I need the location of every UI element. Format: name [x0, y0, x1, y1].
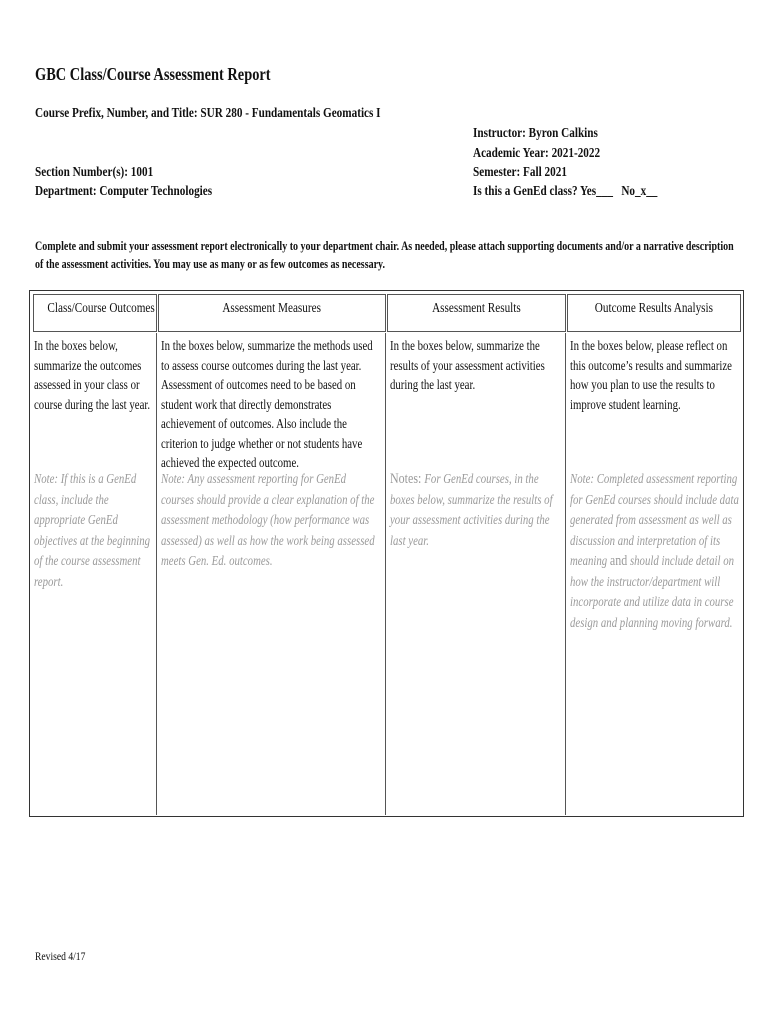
- results-gened-note: [390, 469, 562, 551]
- outcomes-cell[interactable]: [30, 333, 157, 815]
- analysis-cell[interactable]: [566, 333, 743, 815]
- assessment-table: [29, 290, 744, 817]
- column-header-measures-label: Assessment Measures: [222, 301, 322, 316]
- column-header-measures: [158, 294, 386, 332]
- analysis-note-and: and: [609, 553, 628, 569]
- analysis-note-part1: Note: Completed assessment reporting for GenEd courses should include data generated from assessment as well as discussion and interpretation of its meaning: [570, 471, 739, 568]
- instructor-text: Instructor: Byron Calkins: [473, 126, 598, 141]
- column-header-analysis-label: Outcome Results Analysis: [594, 301, 714, 316]
- column-header-outcomes: [33, 294, 157, 332]
- course-title-text: Course Prefix, Number, and Title: SUR 280 - Fundamentals Geomatics I: [35, 106, 381, 121]
- outcomes-instructions: In the boxes below, summarize the outcomes assessed in your class or course during the last year.: [34, 338, 151, 412]
- column-header-outcomes-label: Class/Course Outcomes: [47, 301, 155, 316]
- section-number-field: [35, 165, 183, 181]
- revision-footer: [35, 949, 98, 964]
- academic-year-text: Academic Year: 2021-2022: [473, 146, 601, 161]
- course-title-field: [35, 106, 467, 122]
- department-text: Department: Computer Technologies: [35, 184, 213, 199]
- gened-question-text: Is this a GenEd class? Yes___ No_x__: [473, 184, 658, 199]
- results-note-text: For GenEd courses, in the boxes below, summarize the results of your assessment activities during the last year.: [390, 471, 553, 548]
- column-header-results-label: Assessment Results: [432, 301, 521, 316]
- measures-instructions: In the boxes below, summarize the methods used to assess course outcomes during the last year. Assessment of outcomes need to be based on student work that directly demonstrates achievement of outcomes. Also include the criterion to judge whether or not students have achieved the expected outcome.: [161, 338, 373, 470]
- academic-year-field: [473, 146, 632, 162]
- report-title-text: GBC Class/Course Assessment Report: [35, 64, 271, 84]
- measures-cell[interactable]: [157, 333, 386, 815]
- column-header-analysis: [567, 294, 741, 332]
- instructor-field: [473, 126, 629, 142]
- semester-field: [473, 165, 590, 181]
- analysis-instructions: In the boxes below, please reflect on this outcome’s results and summarize how you plan to use the results to improve student learning.: [570, 338, 732, 412]
- instructions-paragraph: Complete and submit your assessment report electronically to your department chair. As needed, please attach supporting documents and/or a narrative description of the assessment activities. You may use as many or as few outcomes as necessary.: [35, 239, 734, 271]
- section-number-text: Section Number(s): 1001: [35, 165, 154, 180]
- report-title: [35, 64, 330, 85]
- measures-gened-note: Note: Any assessment reporting for GenEd courses should provide a clear explanation of the assessment methodology (how performance was assessed) as well as how the work being assessed meets Gen. Ed. outcomes.: [161, 471, 375, 568]
- semester-text: Semester: Fall 2021: [473, 165, 567, 180]
- column-header-results: [387, 294, 566, 332]
- gened-question-field: [473, 184, 704, 200]
- results-instructions: In the boxes below, summarize the results of your assessment activities during the last year.: [390, 338, 545, 392]
- analysis-gened-note: [570, 469, 742, 633]
- results-note-prefix: Notes:: [390, 471, 425, 487]
- analysis-note-part2: should include detail on how the instructor/department will incorporate and utilize data in course design and planning moving forward.: [570, 553, 735, 630]
- revision-text: Revised 4/17: [35, 949, 86, 963]
- department-field: [35, 184, 256, 200]
- outcomes-gened-note: Note: If this is a GenEd class, include the appropriate GenEd objectives at the beginning of the course assessment report.: [34, 471, 151, 589]
- results-cell[interactable]: [386, 333, 566, 815]
